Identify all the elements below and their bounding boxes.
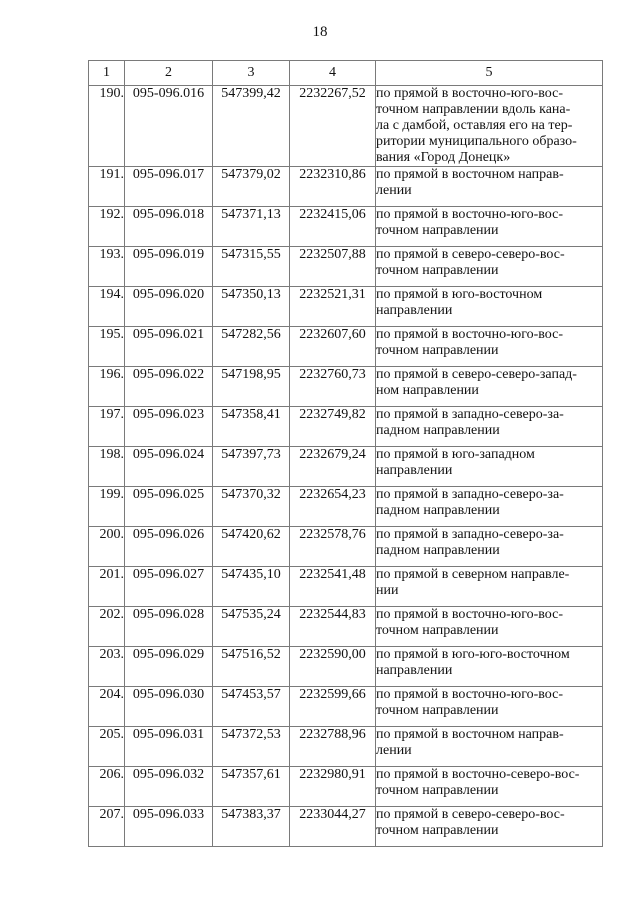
direction-description: [376, 607, 603, 647]
table-row: [89, 487, 603, 527]
y-coordinate: 2232267,52: [290, 86, 376, 167]
table-row: [89, 447, 603, 487]
direction-description: [376, 367, 603, 407]
x-coordinate: 547372,53: [213, 727, 290, 767]
x-coordinate: 547282,56: [213, 327, 290, 367]
direction-description: [376, 807, 603, 847]
x-coordinate: 547370,32: [213, 487, 290, 527]
direction-description: [376, 687, 603, 727]
point-code: 095-096.016: [125, 86, 213, 167]
description-line: ритории муниципального образо-: [376, 134, 577, 149]
description-line: по прямой в восточно-юго-вос-: [376, 327, 563, 342]
table-row: [89, 727, 603, 767]
description-line: точном направлении: [376, 783, 499, 798]
direction-description: [376, 167, 603, 207]
table-row: [89, 767, 603, 807]
description-line: падном направлении: [376, 503, 500, 518]
x-coordinate: 547315,55: [213, 247, 290, 287]
description-line: направлении: [376, 663, 453, 678]
table-header-row: [89, 61, 603, 86]
point-code: 095-096.031: [125, 727, 213, 767]
description-line: вания «Город Донецк»: [376, 150, 511, 165]
row-number: 207.: [89, 807, 125, 847]
y-coordinate: 2232607,60: [290, 327, 376, 367]
description-line: ла с дамбой, оставляя его на тер-: [376, 118, 573, 133]
description-line: направлении: [376, 303, 453, 318]
row-number: 205.: [89, 727, 125, 767]
x-coordinate: 547198,95: [213, 367, 290, 407]
point-code: 095-096.026: [125, 527, 213, 567]
y-coordinate: 2232679,24: [290, 447, 376, 487]
description-line: по прямой в восточно-юго-вос-: [376, 86, 563, 101]
x-coordinate: 547453,57: [213, 687, 290, 727]
x-coordinate: 547350,13: [213, 287, 290, 327]
y-coordinate: 2232749,82: [290, 407, 376, 447]
x-coordinate: 547379,02: [213, 167, 290, 207]
description-line: по прямой в юго-восточном: [376, 287, 543, 302]
x-coordinate: 547357,61: [213, 767, 290, 807]
x-coordinate: 547399,42: [213, 86, 290, 167]
y-coordinate: 2232654,23: [290, 487, 376, 527]
y-coordinate: 2232590,00: [290, 647, 376, 687]
direction-description: [376, 86, 603, 167]
description-line: по прямой в северо-северо-вос-: [376, 247, 565, 262]
y-coordinate: 2232578,76: [290, 527, 376, 567]
y-coordinate: 2232544,83: [290, 607, 376, 647]
row-number: 202.: [89, 607, 125, 647]
row-number: 191.: [89, 167, 125, 207]
y-coordinate: 2232507,88: [290, 247, 376, 287]
description-line: точном направлении: [376, 263, 499, 278]
direction-description: [376, 207, 603, 247]
x-coordinate: 547435,10: [213, 567, 290, 607]
direction-description: [376, 647, 603, 687]
row-number: 192.: [89, 207, 125, 247]
direction-description: [376, 487, 603, 527]
y-coordinate: 2232310,86: [290, 167, 376, 207]
boundary-coordinates-table: [88, 60, 603, 847]
row-number: 204.: [89, 687, 125, 727]
row-number: 199.: [89, 487, 125, 527]
page-number: 18: [312, 24, 328, 40]
table-row: [89, 687, 603, 727]
point-code: 095-096.023: [125, 407, 213, 447]
y-coordinate: 2232521,31: [290, 287, 376, 327]
row-number: 190.: [89, 86, 125, 167]
row-number: 196.: [89, 367, 125, 407]
description-line: по прямой в юго-западном: [376, 447, 535, 462]
x-coordinate: 547420,62: [213, 527, 290, 567]
x-coordinate: 547535,24: [213, 607, 290, 647]
description-line: по прямой в восточно-юго-вос-: [376, 687, 563, 702]
direction-description: [376, 327, 603, 367]
description-line: лении: [376, 183, 412, 198]
description-line: по прямой в восточно-юго-вос-: [376, 207, 563, 222]
direction-description: [376, 407, 603, 447]
point-code: 095-096.024: [125, 447, 213, 487]
y-coordinate: 2232541,48: [290, 567, 376, 607]
header-col-3: 3: [213, 61, 290, 86]
description-line: по прямой в западно-северо-за-: [376, 527, 564, 542]
table-row: [89, 247, 603, 287]
direction-description: [376, 527, 603, 567]
point-code: 095-096.032: [125, 767, 213, 807]
description-line: по прямой в восточно-северо-вос-: [376, 767, 580, 782]
x-coordinate: 547516,52: [213, 647, 290, 687]
description-line: по прямой в восточно-юго-вос-: [376, 607, 563, 622]
row-number: 198.: [89, 447, 125, 487]
point-code: 095-096.025: [125, 487, 213, 527]
table-row: [89, 647, 603, 687]
table-row: [89, 167, 603, 207]
row-number: 206.: [89, 767, 125, 807]
table-row: [89, 367, 603, 407]
description-line: точном направлении вдоль кана-: [376, 102, 571, 117]
row-number: 197.: [89, 407, 125, 447]
table-row: [89, 287, 603, 327]
point-code: 095-096.017: [125, 167, 213, 207]
description-line: по прямой в восточном направ-: [376, 167, 564, 182]
description-line: по прямой в западно-северо-за-: [376, 407, 564, 422]
description-line: по прямой в северо-северо-вос-: [376, 807, 565, 822]
y-coordinate: 2233044,27: [290, 807, 376, 847]
row-number: 201.: [89, 567, 125, 607]
row-number: 193.: [89, 247, 125, 287]
description-line: точном направлении: [376, 223, 499, 238]
table-body: [89, 86, 603, 847]
direction-description: [376, 247, 603, 287]
description-line: точном направлении: [376, 823, 499, 838]
direction-description: [376, 567, 603, 607]
point-code: 095-096.022: [125, 367, 213, 407]
point-code: 095-096.018: [125, 207, 213, 247]
description-line: по прямой в северном направле-: [376, 567, 570, 582]
row-number: 195.: [89, 327, 125, 367]
table-row: [89, 86, 603, 167]
y-coordinate: 2232980,91: [290, 767, 376, 807]
description-line: по прямой в восточном направ-: [376, 727, 564, 742]
y-coordinate: 2232760,73: [290, 367, 376, 407]
x-coordinate: 547358,41: [213, 407, 290, 447]
point-code: 095-096.030: [125, 687, 213, 727]
description-line: точном направлении: [376, 343, 499, 358]
table-row: [89, 407, 603, 447]
table-row: [89, 807, 603, 847]
description-line: направлении: [376, 463, 453, 478]
table-row: [89, 327, 603, 367]
point-code: 095-096.033: [125, 807, 213, 847]
direction-description: [376, 727, 603, 767]
description-line: по прямой в северо-северо-запад-: [376, 367, 577, 382]
header-col-2: 2: [125, 61, 213, 86]
description-line: падном направлении: [376, 423, 500, 438]
point-code: 095-096.029: [125, 647, 213, 687]
y-coordinate: 2232415,06: [290, 207, 376, 247]
table-row: [89, 527, 603, 567]
point-code: 095-096.021: [125, 327, 213, 367]
header-col-4: 4: [290, 61, 376, 86]
row-number: 203.: [89, 647, 125, 687]
direction-description: [376, 767, 603, 807]
description-line: ном направлении: [376, 383, 479, 398]
description-line: точном направлении: [376, 703, 499, 718]
point-code: 095-096.027: [125, 567, 213, 607]
x-coordinate: 547383,37: [213, 807, 290, 847]
row-number: 194.: [89, 287, 125, 327]
header-col-5: 5: [376, 61, 603, 86]
point-code: 095-096.019: [125, 247, 213, 287]
y-coordinate: 2232788,96: [290, 727, 376, 767]
direction-description: [376, 447, 603, 487]
description-line: по прямой в юго-юго-восточном: [376, 647, 570, 662]
y-coordinate: 2232599,66: [290, 687, 376, 727]
table-row: [89, 607, 603, 647]
direction-description: [376, 287, 603, 327]
description-line: по прямой в западно-северо-за-: [376, 487, 564, 502]
description-line: точном направлении: [376, 623, 499, 638]
point-code: 095-096.020: [125, 287, 213, 327]
point-code: 095-096.028: [125, 607, 213, 647]
description-line: падном направлении: [376, 543, 500, 558]
description-line: нии: [376, 583, 399, 598]
row-number: 200.: [89, 527, 125, 567]
table-row: [89, 207, 603, 247]
table-row: [89, 567, 603, 607]
x-coordinate: 547397,73: [213, 447, 290, 487]
x-coordinate: 547371,13: [213, 207, 290, 247]
description-line: лении: [376, 743, 412, 758]
header-col-1: 1: [89, 61, 125, 86]
